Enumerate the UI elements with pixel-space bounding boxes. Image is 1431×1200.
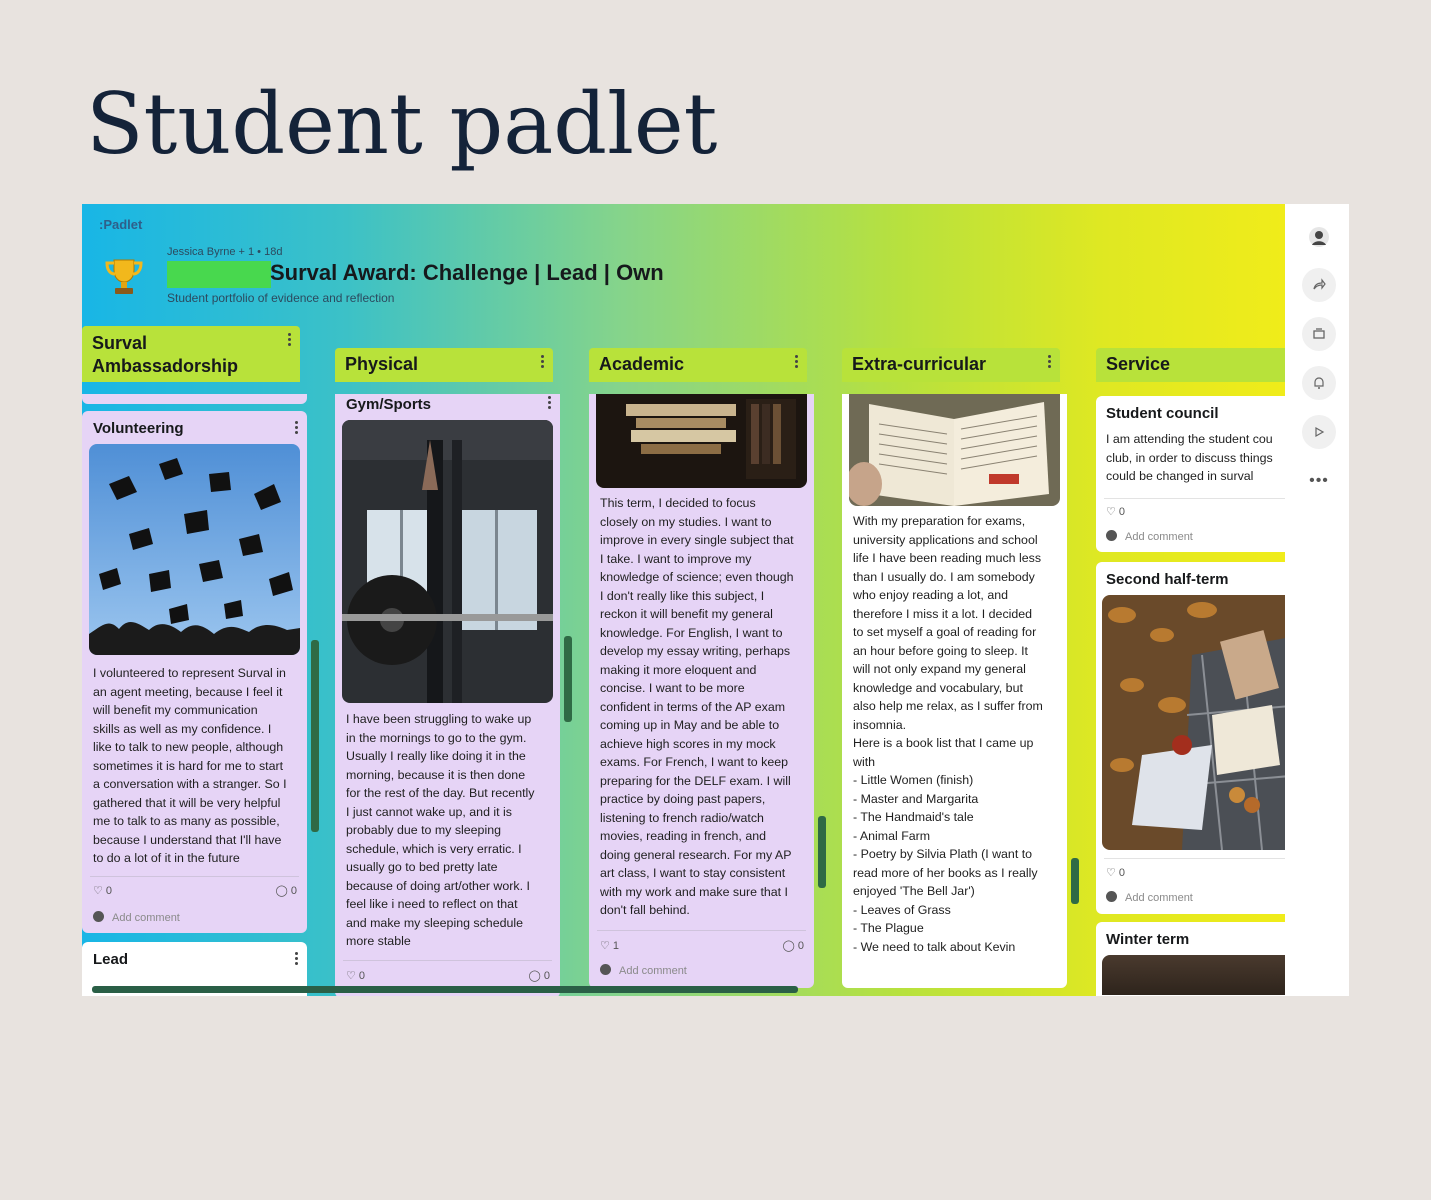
card-divider — [343, 960, 552, 961]
play-icon[interactable] — [1302, 415, 1336, 449]
column-header-physical[interactable] — [335, 348, 553, 382]
right-action-rail — [1285, 204, 1349, 996]
card-academic[interactable] — [589, 394, 814, 988]
add-comment-label: Add comment — [1125, 892, 1193, 904]
card-body: I volunteered to represent Surval in an agent meeting, because I feel it will benefit my communication skills as well as my confidence. I like to talk to new people, although sometimes it is hard for me to start a conversation with a stranger. So I gathered that it will be very helpful me to talk to as many as possible, because I understand that I'll have to do a lot of it in the future — [93, 666, 287, 865]
column-label: Extra-curricular — [852, 354, 987, 374]
column-scrollbar[interactable] — [311, 640, 319, 832]
column-menu-icon[interactable] — [541, 355, 545, 370]
padlet-board — [82, 204, 1285, 996]
card-title: Winter term — [1106, 931, 1190, 948]
column-scrollbar[interactable] — [818, 816, 826, 888]
bell-icon[interactable] — [1302, 366, 1336, 400]
more-icon[interactable]: ••• — [1309, 472, 1329, 489]
card-body: This term, I decided to focus closely on my studies. I want to improve in every single subject that I take. I want to improve my knowledge of science; even though I don't really like this subject, I reckon it will benefit my general knowledge. For English, I want to develop my essay writing, perhaps making it more eloquent and concise. I want to be more confident in terms of the AP exam coming up in May and be able to achieve high scores in my mock exams. For French, I want to keep preparing for the DELF exam. I will practice by doing past papers, listening to french radio/watch movies, reading in french, and doing general research. For my AP art class, I want to stay consistent with my work and make sure that I don't fall behind. — [600, 496, 794, 917]
avatar — [93, 911, 104, 922]
gym-photo — [342, 420, 553, 703]
column-label: Physical — [345, 354, 419, 374]
card-divider — [597, 930, 806, 931]
column-menu-icon[interactable] — [795, 355, 799, 370]
comment-button[interactable]: ◯ 0 — [528, 970, 550, 982]
add-comment[interactable] — [600, 964, 687, 977]
comment-count: 0 — [290, 885, 297, 897]
comment-count: 0 — [543, 970, 550, 982]
like-count: 0 — [1118, 506, 1126, 518]
card-second-half-term[interactable] — [1096, 562, 1285, 914]
share-icon[interactable] — [1302, 268, 1336, 302]
card-volunteering[interactable] — [82, 411, 307, 933]
card-title: Student council — [1106, 405, 1219, 422]
column-menu-icon[interactable] — [1048, 355, 1052, 370]
books-photo — [596, 394, 807, 488]
avatar-icon[interactable] — [1302, 220, 1336, 254]
add-comment[interactable] — [1106, 891, 1193, 904]
card-reading[interactable] — [842, 394, 1067, 988]
card-body: With my preparation for exams, university applications and school life I have been reading much less than I usually do. I am somebody who enjoy reading a lot, and therefore I miss it a lot. I decided to set myself a goal of reading for an hour before going to sleep. It will not only expand my general knowledge and vocabulary, but also help me relax, as I suffer from insomnia. Here is a book list that I came up with - Little Women (finish) - Master and Margarita - The Handmaid's tale - Animal Farm - Poetry by Silvia Plath (I want to read more of her books as I really enjoyed 'The Bell Jar') - Leaves of Grass - The Plague - We need to talk about Kevin — [853, 514, 1043, 954]
comment-count: 0 — [797, 940, 804, 952]
add-comment[interactable] — [93, 911, 180, 924]
trophy-icon — [102, 254, 146, 298]
card-winter-term[interactable] — [1096, 922, 1285, 996]
card-title: Volunteering — [93, 420, 184, 437]
add-comment-label: Add comment — [112, 912, 180, 924]
column-scrollbar[interactable] — [564, 636, 572, 722]
card-menu-icon[interactable] — [295, 421, 299, 436]
horizontal-scrollbar[interactable] — [92, 986, 798, 993]
column-header-academic[interactable] — [589, 348, 807, 382]
like-button[interactable]: ♡ 0 — [346, 970, 366, 982]
column-label: Service — [1106, 354, 1171, 374]
like-count: 0 — [358, 970, 366, 982]
board-meta: Jessica Byrne + 1 • 18d — [167, 246, 283, 258]
padlet-logo[interactable]: :Padlet — [99, 217, 143, 232]
board-title: Surval Award: Challenge | Lead | Own — [270, 260, 664, 285]
like-count: 0 — [1118, 867, 1126, 879]
comment-button[interactable]: ◯ 0 — [782, 940, 804, 952]
like-button[interactable]: ♡ 0 — [1106, 506, 1126, 518]
column-header-surval-ambassadorship[interactable] — [82, 326, 300, 382]
card-body: I am attending the student cou club, in order to discuss things could be changed in surval — [1106, 432, 1273, 483]
card-divider — [1104, 498, 1285, 499]
book-photo — [849, 394, 1060, 506]
add-comment[interactable] — [1106, 530, 1193, 543]
autumn-picnic-photo — [1102, 595, 1285, 850]
add-comment-label: Add comment — [1125, 531, 1193, 543]
column-label: Academic — [599, 354, 685, 374]
like-button[interactable]: ♡ 0 — [93, 885, 113, 897]
card-title: Gym/Sports — [346, 396, 432, 413]
card-divider — [1104, 858, 1285, 859]
avatar — [1106, 530, 1117, 541]
add-comment-label: Add comment — [619, 965, 687, 977]
column-header-service[interactable] — [1096, 348, 1285, 382]
graduation-caps-photo — [89, 444, 300, 655]
remake-icon[interactable] — [1302, 317, 1336, 351]
comment-button[interactable]: ◯ 0 — [275, 885, 297, 897]
redacted-highlight — [167, 261, 271, 288]
column-scrollbar[interactable] — [1071, 858, 1079, 904]
card-divider — [90, 876, 299, 877]
card-title: Lead — [93, 951, 129, 968]
card-body: I have been struggling to wake up in the mornings to go to the gym. Usually I really like doing it in the morning, because it is then done for the rest of the day. But recently I just cannot wake up, and it is probably due to my sleeping schedule, which is very erratic. I usually go to bed pretty late because of doing art/other work. I feel like i need to reflect on that and make my sleeping schedule more stable — [346, 712, 535, 948]
card-gym-sports[interactable] — [335, 394, 560, 996]
avatar — [600, 964, 611, 975]
board-subtitle: Student portfolio of evidence and reflection — [167, 291, 395, 305]
card-title: Second half-term — [1106, 571, 1229, 588]
card-stub — [82, 394, 307, 404]
card-menu-icon[interactable] — [295, 952, 299, 967]
card-student-council[interactable] — [1096, 396, 1285, 552]
column-label: Surval Ambassadorship — [92, 333, 239, 376]
like-count: 1 — [612, 940, 620, 952]
winter-photo — [1102, 955, 1285, 995]
avatar — [1106, 891, 1117, 902]
padlet-screenshot — [82, 204, 1349, 996]
column-menu-icon[interactable] — [288, 333, 292, 348]
like-button[interactable]: ♡ 0 — [1106, 867, 1126, 879]
slide-title: Student padlet — [86, 75, 718, 173]
like-button[interactable]: ♡ 1 — [600, 940, 620, 952]
column-header-extra-curricular[interactable] — [842, 348, 1060, 382]
like-count: 0 — [105, 885, 113, 897]
card-menu-icon[interactable] — [548, 396, 552, 411]
